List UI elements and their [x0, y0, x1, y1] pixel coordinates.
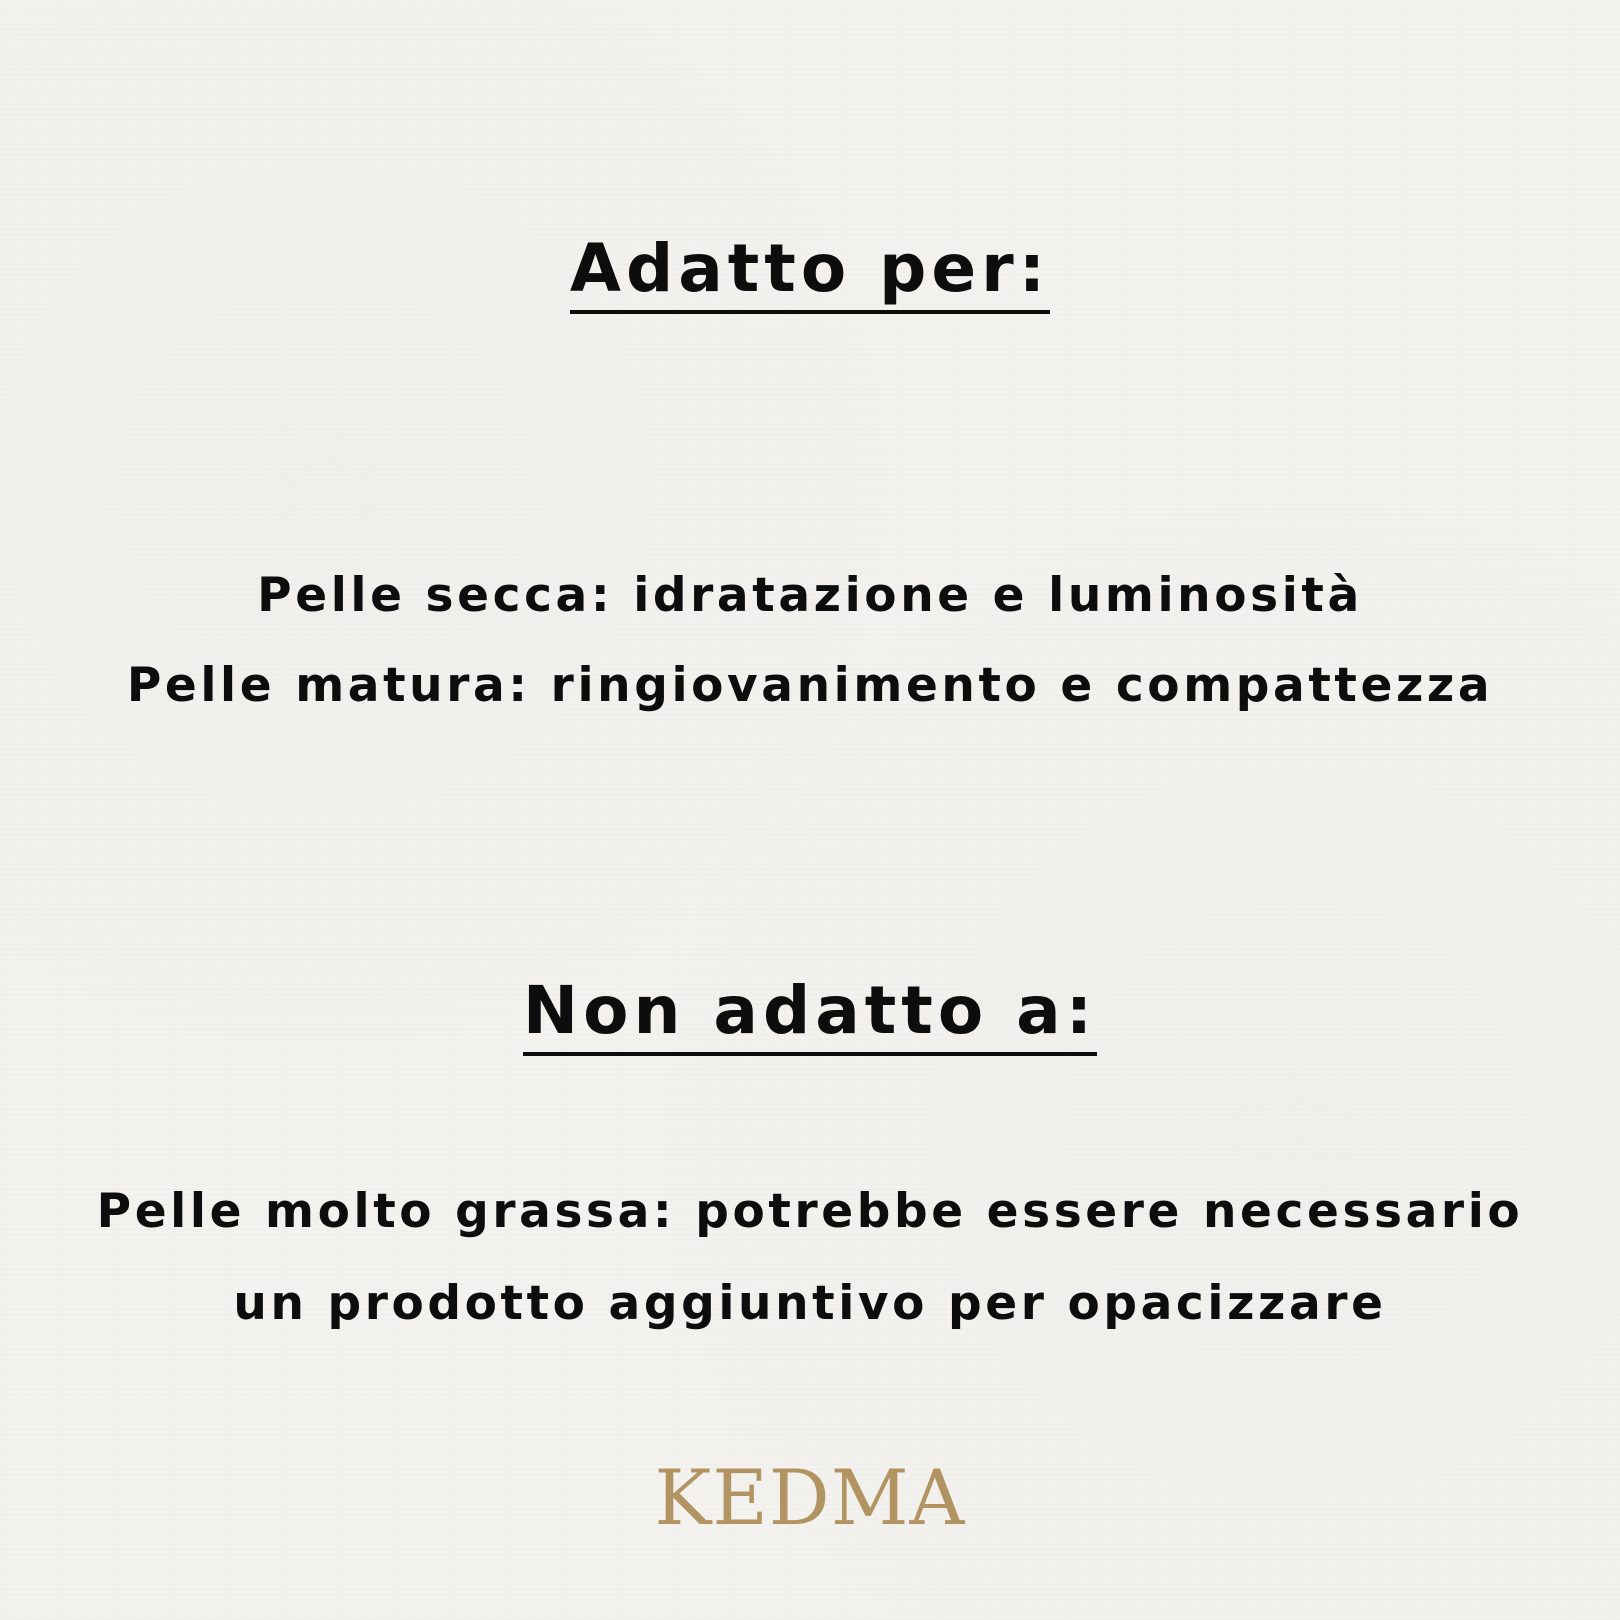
- not-suitable-line-1: Pelle molto grassa: potrebbe essere necessario: [96, 1184, 1524, 1239]
- not-suitable-line-2: un prodotto aggiuntivo per opacizzare: [233, 1276, 1387, 1331]
- suitable-item-mature-skin: Pelle matura: ringiovanimento e compattezza: [126, 658, 1494, 713]
- suitable-item-dry-skin: Pelle secca: idratazione e luminosità: [257, 568, 1363, 623]
- not-suitable-heading: [0, 972, 1620, 1049]
- suitable-heading-text: Adatto per:: [570, 230, 1050, 314]
- brand-logo: KEDMA: [654, 1453, 966, 1542]
- suitable-heading: [0, 230, 1620, 307]
- not-suitable-heading-text: Non adatto a:: [523, 972, 1097, 1056]
